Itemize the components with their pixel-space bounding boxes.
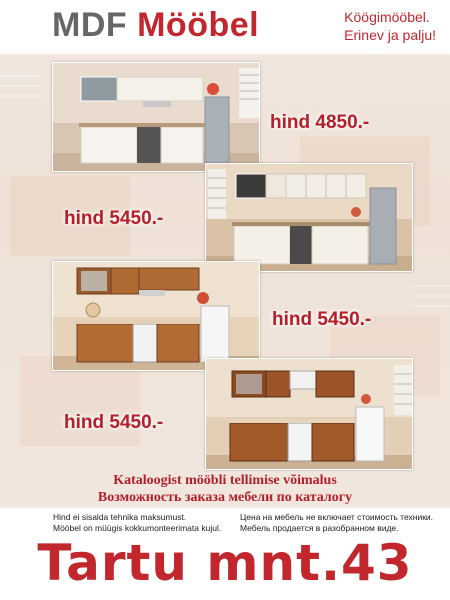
note-et-1: Hind ei sisalda tehnika maksumust.	[53, 512, 187, 522]
store-address: Tartu mnt.43	[37, 534, 413, 592]
price-label-2: hind 5450.-	[64, 208, 164, 229]
note-ru-1: Цена на мебель не включает стоимость техники.	[240, 512, 434, 522]
notes-russian	[240, 512, 433, 534]
notes-estonian	[53, 512, 221, 534]
kitchen-photo-2	[205, 163, 413, 272]
kitchen-photo-4	[205, 358, 413, 470]
brand-name-part2: Mööbel	[137, 6, 260, 44]
price-label-3: hind 5450.-	[272, 309, 372, 330]
price-label-4: hind 5450.-	[64, 412, 164, 433]
tagline	[344, 8, 436, 44]
tagline-line2: Erinev ja palju!	[344, 27, 436, 43]
price-label-1: hind 4850.-	[270, 112, 370, 133]
kitchen-photo-3	[52, 261, 260, 371]
brand-name-part1: MDF	[52, 6, 128, 44]
catalog-line-et: Kataloogist mööbli tellimise võimalus	[113, 473, 337, 488]
note-et-2: Mööbel on müügis kokkumonteerimata kujul.	[53, 523, 222, 533]
brand-logo	[52, 6, 259, 45]
header	[0, 0, 450, 54]
note-ru-2: Мебель продается в разобранном виде.	[240, 523, 399, 533]
tagline-line1: Köögimööbel.	[344, 9, 430, 25]
kitchen-photo-1	[52, 62, 260, 172]
catalog-line-ru: Возможность заказа мебели по каталогу	[97, 490, 353, 505]
